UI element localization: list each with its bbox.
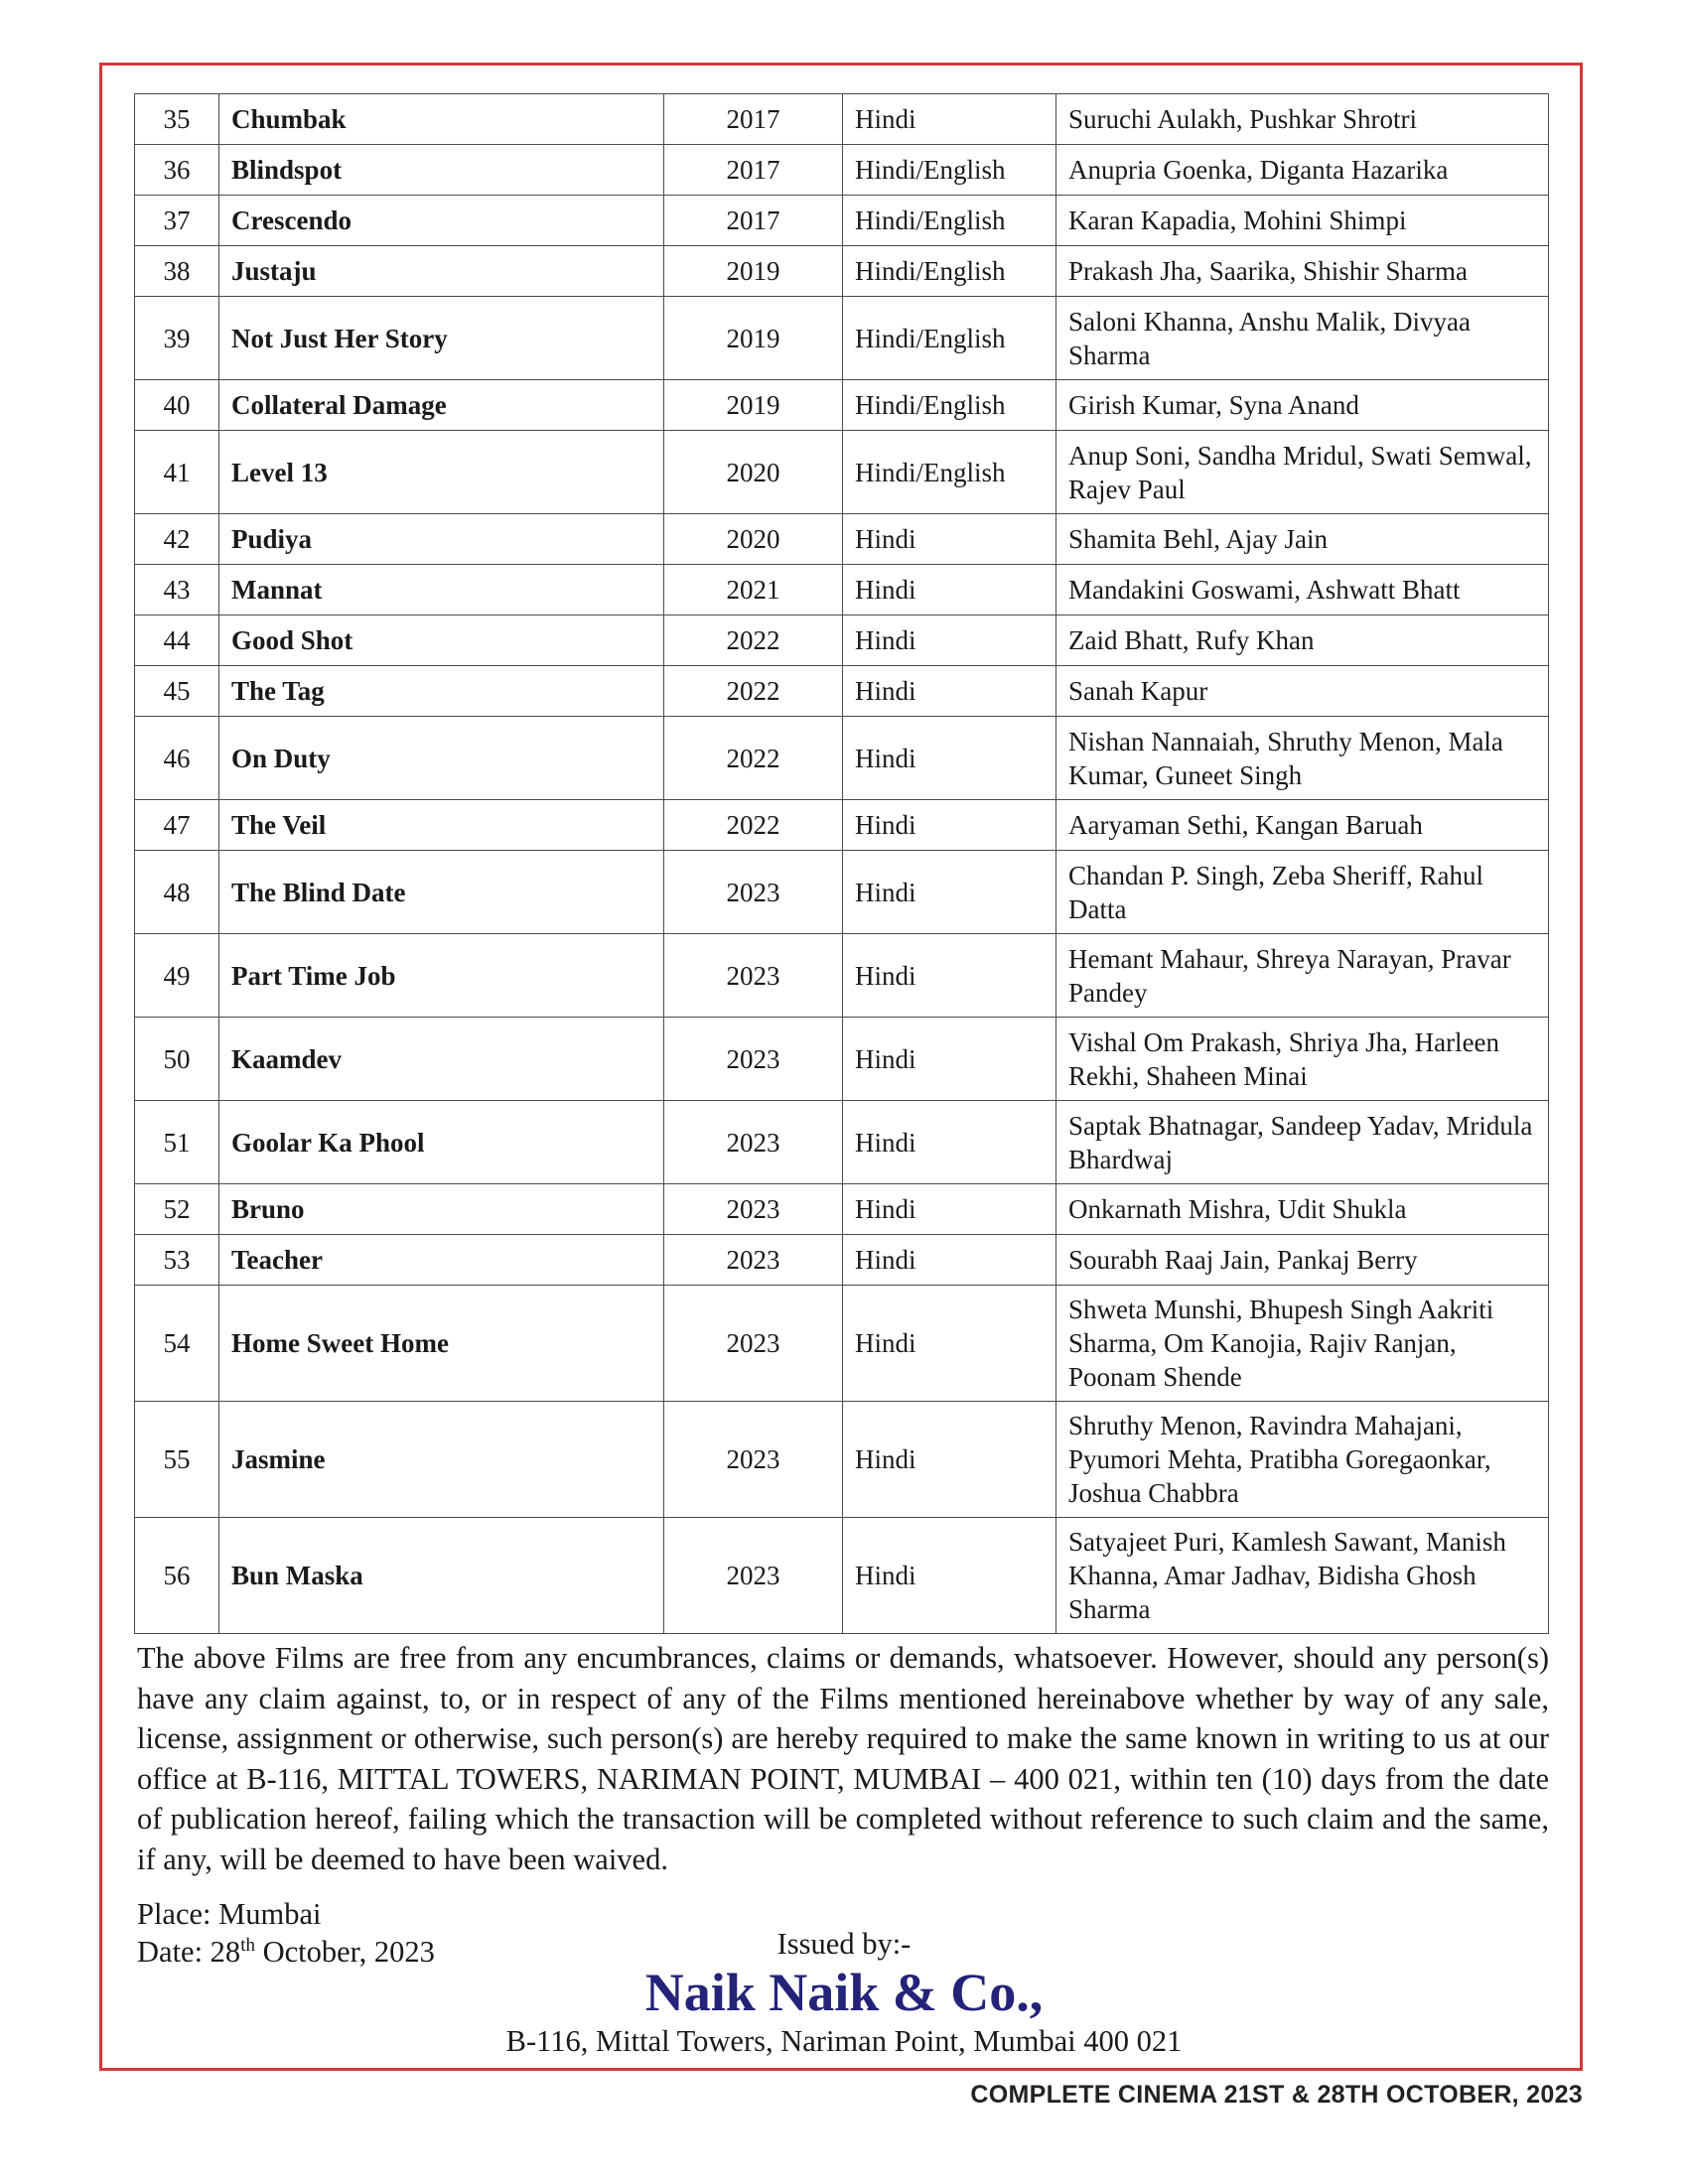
table-row (135, 666, 1549, 717)
film-title: Jasmine (219, 1402, 664, 1518)
film-language: Hindi (843, 1235, 1056, 1286)
film-language: Hindi/English (843, 431, 1056, 514)
film-number: 38 (135, 246, 219, 297)
film-title: Bun Maska (219, 1518, 664, 1634)
film-title: Bruno (219, 1184, 664, 1235)
film-language: Hindi (843, 514, 1056, 565)
film-cast: Karan Kapadia, Mohini Shimpi (1056, 196, 1549, 246)
film-title: Good Shot (219, 615, 664, 666)
films-table (134, 93, 1549, 1634)
film-cast: Shamita Behl, Ajay Jain (1056, 514, 1549, 565)
date-suffix: October, 2023 (254, 1935, 435, 1969)
film-year: 2020 (664, 431, 843, 514)
film-title: On Duty (219, 717, 664, 800)
table-row (135, 717, 1549, 800)
film-number: 46 (135, 717, 219, 800)
film-language: Hindi (843, 800, 1056, 851)
film-number: 51 (135, 1101, 219, 1184)
film-language: Hindi (843, 615, 1056, 666)
film-number: 43 (135, 565, 219, 615)
table-row (135, 565, 1549, 615)
film-cast: Satyajeet Puri, Kamlesh Sawant, Manish Khanna, Amar Jadhav, Bidisha Ghosh Sharma (1056, 1518, 1549, 1634)
film-language: Hindi (843, 1184, 1056, 1235)
table-row (135, 145, 1549, 196)
film-number: 55 (135, 1402, 219, 1518)
film-number: 42 (135, 514, 219, 565)
film-cast: Chandan P. Singh, Zeba Sheriff, Rahul Datta (1056, 851, 1549, 934)
film-language: Hindi (843, 1402, 1056, 1518)
table-row (135, 1184, 1549, 1235)
table-row (135, 851, 1549, 934)
film-title: Blindspot (219, 145, 664, 196)
film-language: Hindi (843, 666, 1056, 717)
film-cast: Sourabh Raaj Jain, Pankaj Berry (1056, 1235, 1549, 1286)
film-language: Hindi (843, 94, 1056, 145)
film-title: Home Sweet Home (219, 1286, 664, 1402)
film-number: 47 (135, 800, 219, 851)
film-number: 36 (135, 145, 219, 196)
film-language: Hindi/English (843, 145, 1056, 196)
film-number: 41 (135, 431, 219, 514)
table-row (135, 431, 1549, 514)
film-title: Teacher (219, 1235, 664, 1286)
film-year: 2019 (664, 297, 843, 380)
film-title: Not Just Her Story (219, 297, 664, 380)
table-row (135, 380, 1549, 431)
film-language: Hindi/English (843, 380, 1056, 431)
film-title: The Blind Date (219, 851, 664, 934)
film-cast: Hemant Mahaur, Shreya Narayan, Pravar Pandey (1056, 934, 1549, 1018)
notice-paragraph: The above Films are free from any encumbrances, claims or demands, whatsoever. However, should any person(s) have any claim against, to, or in respect of any of the Films mentioned hereinabove whether by way of any sale, license, assignment or otherwise, such person(s) are hereby required to make the same known in writing to us at our office at B-116, MITTAL TOWERS, NARIMAN POINT, MUMBAI – 400 021, within ten (10) days from the date of publication hereof, failing which the transaction will be completed without reference to such claim and the same, if any, will be deemed to have been waived. (137, 1641, 1549, 1876)
film-title: Level 13 (219, 431, 664, 514)
film-language: Hindi (843, 851, 1056, 934)
film-cast: Anupria Goenka, Diganta Hazarika (1056, 145, 1549, 196)
film-cast: Nishan Nannaiah, Shruthy Menon, Mala Kumar, Guneet Singh (1056, 717, 1549, 800)
film-number: 37 (135, 196, 219, 246)
company-name: Naik Naik & Co., (644, 1963, 1044, 2022)
film-title: Part Time Job (219, 934, 664, 1018)
film-year: 2017 (664, 196, 843, 246)
film-number: 50 (135, 1018, 219, 1101)
film-year: 2022 (664, 800, 843, 851)
film-title: Mannat (219, 565, 664, 615)
film-number: 35 (135, 94, 219, 145)
table-row (135, 1101, 1549, 1184)
date-prefix: Date: 28 (137, 1935, 241, 1969)
film-title: The Tag (219, 666, 664, 717)
film-cast: Zaid Bhatt, Rufy Khan (1056, 615, 1549, 666)
film-cast: Shweta Munshi, Bhupesh Singh Aakriti Sharma, Om Kanojia, Rajiv Ranjan, Poonam Shende (1056, 1286, 1549, 1402)
film-number: 52 (135, 1184, 219, 1235)
film-number: 49 (135, 934, 219, 1018)
film-cast: Mandakini Goswami, Ashwatt Bhatt (1056, 565, 1549, 615)
company-address: B-116, Mittal Towers, Nariman Point, Mumbai 400 021 (505, 2024, 1183, 2058)
film-title: The Veil (219, 800, 664, 851)
table-row (135, 1286, 1549, 1402)
film-cast: Suruchi Aulakh, Pushkar Shrotri (1056, 94, 1549, 145)
film-number: 53 (135, 1235, 219, 1286)
film-cast: Shruthy Menon, Ravindra Mahajani, Pyumori Mehta, Pratibha Goregaonkar, Joshua Chabbra (1056, 1402, 1549, 1518)
date-suffix-ordinal: th (240, 1934, 255, 1956)
film-year: 2020 (664, 514, 843, 565)
film-title: Justaju (219, 246, 664, 297)
film-language: Hindi (843, 1286, 1056, 1402)
film-number: 44 (135, 615, 219, 666)
table-row (135, 297, 1549, 380)
film-title: Crescendo (219, 196, 664, 246)
film-cast: Saptak Bhatnagar, Sandeep Yadav, Mridula Bhardwaj (1056, 1101, 1549, 1184)
film-year: 2022 (664, 666, 843, 717)
film-number: 39 (135, 297, 219, 380)
table-row (135, 246, 1549, 297)
table-row (135, 94, 1549, 145)
film-number: 45 (135, 666, 219, 717)
film-year: 2023 (664, 1402, 843, 1518)
film-cast: Anup Soni, Sandha Mridul, Swati Semwal, Rajev Paul (1056, 431, 1549, 514)
film-year: 2017 (664, 145, 843, 196)
table-row (135, 1235, 1549, 1286)
issued-by-label: Issued by:- (776, 1927, 912, 1961)
film-language: Hindi/English (843, 196, 1056, 246)
film-year: 2023 (664, 1101, 843, 1184)
film-number: 40 (135, 380, 219, 431)
film-language: Hindi/English (843, 246, 1056, 297)
film-language: Hindi (843, 1518, 1056, 1634)
table-row (135, 934, 1549, 1018)
film-number: 54 (135, 1286, 219, 1402)
film-language: Hindi (843, 1101, 1056, 1184)
film-year: 2019 (664, 246, 843, 297)
film-title: Pudiya (219, 514, 664, 565)
film-year: 2023 (664, 851, 843, 934)
film-year: 2017 (664, 94, 843, 145)
film-year: 2022 (664, 615, 843, 666)
film-cast: Sanah Kapur (1056, 666, 1549, 717)
table-row (135, 1402, 1549, 1518)
film-year: 2023 (664, 1286, 843, 1402)
film-number: 48 (135, 851, 219, 934)
film-year: 2023 (664, 1018, 843, 1101)
table-row (135, 615, 1549, 666)
table-row (135, 196, 1549, 246)
film-title: Kaamdev (219, 1018, 664, 1101)
film-language: Hindi (843, 565, 1056, 615)
film-year: 2023 (664, 1235, 843, 1286)
film-year: 2021 (664, 565, 843, 615)
film-year: 2023 (664, 1518, 843, 1634)
table-row (135, 1518, 1549, 1634)
film-language: Hindi (843, 934, 1056, 1018)
publication-footer: COMPLETE CINEMA 21ST & 28TH OCTOBER, 2023 (970, 2081, 1583, 2109)
film-title: Collateral Damage (219, 380, 664, 431)
film-year: 2019 (664, 380, 843, 431)
table-row (135, 514, 1549, 565)
film-cast: Girish Kumar, Syna Anand (1056, 380, 1549, 431)
film-number: 56 (135, 1518, 219, 1634)
table-row (135, 1018, 1549, 1101)
film-cast: Onkarnath Mishra, Udit Shukla (1056, 1184, 1549, 1235)
film-cast: Saloni Khanna, Anshu Malik, Divyaa Sharma (1056, 297, 1549, 380)
place-line: Place: Mumbai (137, 1897, 322, 1931)
film-language: Hindi (843, 717, 1056, 800)
film-language: Hindi/English (843, 297, 1056, 380)
film-year: 2023 (664, 1184, 843, 1235)
table-row (135, 800, 1549, 851)
film-year: 2023 (664, 934, 843, 1018)
film-cast: Aaryaman Sethi, Kangan Baruah (1056, 800, 1549, 851)
film-year: 2022 (664, 717, 843, 800)
film-language: Hindi (843, 1018, 1056, 1101)
film-title: Chumbak (219, 94, 664, 145)
film-cast: Prakash Jha, Saarika, Shishir Sharma (1056, 246, 1549, 297)
films-table-body (135, 94, 1549, 1634)
film-title: Goolar Ka Phool (219, 1101, 664, 1184)
film-cast: Vishal Om Prakash, Shriya Jha, Harleen Rekhi, Shaheen Minai (1056, 1018, 1549, 1101)
